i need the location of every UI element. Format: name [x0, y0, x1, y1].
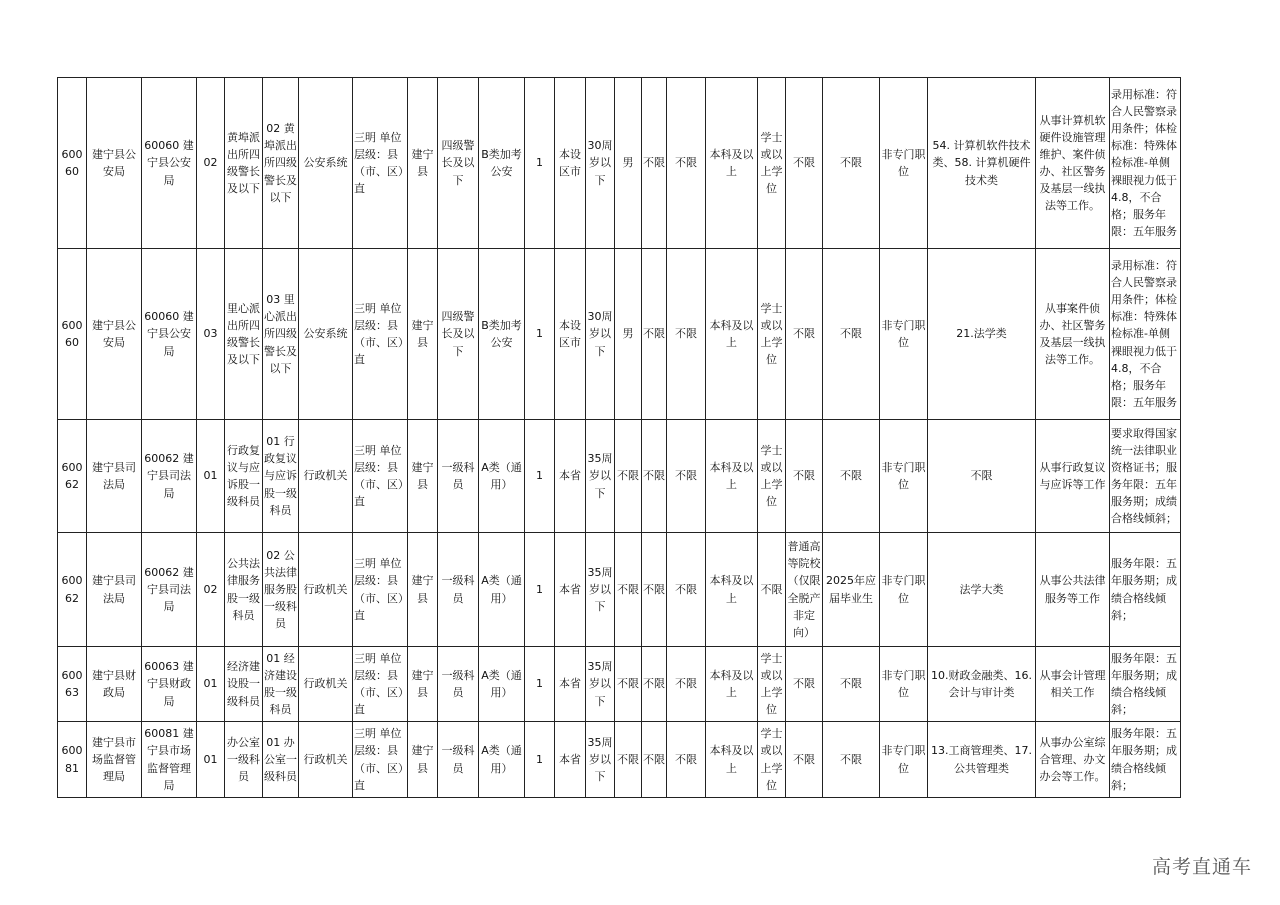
- school-type: 不限: [786, 647, 823, 722]
- ethnicity: 不限: [642, 78, 667, 249]
- table-row: [58, 533, 1181, 647]
- area: 建宁县: [408, 722, 438, 798]
- watermark: 高考直通车: [1151, 856, 1252, 878]
- dept-code: 60063: [58, 647, 87, 722]
- recruitment-table: [57, 77, 1181, 798]
- dept-code: 60081: [58, 722, 87, 798]
- school-type: 不限: [786, 249, 823, 420]
- unit-name: 60062 建宁县司法局: [142, 533, 197, 647]
- age-limit: 30周岁以下: [586, 78, 615, 249]
- duty: 从事公共法律服务等工作: [1036, 533, 1110, 647]
- major: 21.法学类: [928, 249, 1036, 420]
- unit-level: 三明 单位层级：县（市、区）直: [353, 533, 408, 647]
- note: 服务年限：五年服务期；成绩合格线倾斜；: [1110, 722, 1181, 798]
- unit-level: 三明 单位层级：县（市、区）直: [353, 647, 408, 722]
- position-name: 公共法律服务股一级科员: [225, 533, 263, 647]
- position-full: 01 行政复议与应诉股一级科员: [263, 420, 299, 533]
- household-scope: 本省: [555, 647, 586, 722]
- hire-number: 1: [525, 78, 555, 249]
- degree: 学士或以上学位: [758, 420, 786, 533]
- dept-name: 建宁县司法局: [87, 533, 142, 647]
- special-position: 非专门职位: [880, 722, 928, 798]
- unit-level: 三明 单位层级：县（市、区）直: [353, 78, 408, 249]
- gender: 不限: [615, 420, 642, 533]
- gender: 男: [615, 249, 642, 420]
- dept-name: 建宁县公安局: [87, 249, 142, 420]
- major: 13.工商管理类、17.公共管理类: [928, 722, 1036, 798]
- hire-number: 1: [525, 722, 555, 798]
- duty: 从事案件侦办、社区警务及基层一线执法等工作。: [1036, 249, 1110, 420]
- position-code: 01: [197, 420, 225, 533]
- note: 要求取得国家统一法律职业资格证书；服务年限：五年服务期；成绩合格线倾斜；: [1110, 420, 1181, 533]
- system-type: 行政机关: [299, 533, 353, 647]
- note: 服务年限：五年服务期；成绩合格线倾斜；: [1110, 647, 1181, 722]
- rank: 一级科员: [438, 533, 479, 647]
- position-name: 办公室一级科员: [225, 722, 263, 798]
- dept-code: 60060: [58, 78, 87, 249]
- special-position: 非专门职位: [880, 647, 928, 722]
- area: 建宁县: [408, 533, 438, 647]
- position-full: 02 公共法律服务股一级科员: [263, 533, 299, 647]
- dept-name: 建宁县市场监督管理局: [87, 722, 142, 798]
- area: 建宁县: [408, 78, 438, 249]
- gender: 男: [615, 78, 642, 249]
- age-limit: 35周岁以下: [586, 647, 615, 722]
- unit-level: 三明 单位层级：县（市、区）直: [353, 420, 408, 533]
- dept-code: 60060: [58, 249, 87, 420]
- degree: 学士或以上学位: [758, 722, 786, 798]
- age-limit: 35周岁以下: [586, 722, 615, 798]
- age-limit: 35周岁以下: [586, 533, 615, 647]
- exam-type: A类（通用）: [479, 722, 525, 798]
- age-limit: 30周岁以下: [586, 249, 615, 420]
- rank: 一级科员: [438, 722, 479, 798]
- school-type: 不限: [786, 722, 823, 798]
- gender: 不限: [615, 722, 642, 798]
- note: 服务年限：五年服务期；成绩合格线倾斜；: [1110, 533, 1181, 647]
- politics: 不限: [667, 647, 706, 722]
- position-code: 01: [197, 722, 225, 798]
- major: 法学大类: [928, 533, 1036, 647]
- ethnicity: 不限: [642, 420, 667, 533]
- exam-type: B类加考公安: [479, 249, 525, 420]
- degree: 学士或以上学位: [758, 249, 786, 420]
- gender: 不限: [615, 533, 642, 647]
- dept-name: 建宁县财政局: [87, 647, 142, 722]
- major: 10.财政金融类、16.会计与审计类: [928, 647, 1036, 722]
- system-type: 行政机关: [299, 647, 353, 722]
- education: 本科及以上: [706, 722, 758, 798]
- education: 本科及以上: [706, 647, 758, 722]
- unit-name: 60060 建宁县公安局: [142, 249, 197, 420]
- politics: 不限: [667, 420, 706, 533]
- duty: 从事行政复议与应诉等工作: [1036, 420, 1110, 533]
- major: 54. 计算机软件技术类、58. 计算机硬件技术类: [928, 78, 1036, 249]
- graduate-type: 不限: [823, 249, 880, 420]
- age-limit: 35周岁以下: [586, 420, 615, 533]
- unit-name: 60060 建宁县公安局: [142, 78, 197, 249]
- school-type: 普通高等院校（仅限全脱产非定向）: [786, 533, 823, 647]
- degree: 不限: [758, 533, 786, 647]
- unit-name: 60062 建宁县司法局: [142, 420, 197, 533]
- dept-name: 建宁县公安局: [87, 78, 142, 249]
- table-row: [58, 722, 1181, 798]
- major: 不限: [928, 420, 1036, 533]
- degree: 学士或以上学位: [758, 647, 786, 722]
- hire-number: 1: [525, 249, 555, 420]
- unit-level: 三明 单位层级：县（市、区）直: [353, 249, 408, 420]
- ethnicity: 不限: [642, 249, 667, 420]
- graduate-type: 2025年应届毕业生: [823, 533, 880, 647]
- note: 录用标准：符合人民警察录用条件；体检标准：特殊体检标准-单侧裸眼视力低于4.8，不合格；服务年限：五年服务: [1110, 249, 1181, 420]
- position-full: 03 里心派出所四级警长及以下: [263, 249, 299, 420]
- dept-code: 60062: [58, 533, 87, 647]
- position-name: 里心派出所四级警长及以下: [225, 249, 263, 420]
- unit-level: 三明 单位层级：县（市、区）直: [353, 722, 408, 798]
- education: 本科及以上: [706, 78, 758, 249]
- position-full: 02 黄埠派出所四级警长及以下: [263, 78, 299, 249]
- position-name: 黄埠派出所四级警长及以下: [225, 78, 263, 249]
- hire-number: 1: [525, 647, 555, 722]
- graduate-type: 不限: [823, 78, 880, 249]
- special-position: 非专门职位: [880, 533, 928, 647]
- politics: 不限: [667, 249, 706, 420]
- ethnicity: 不限: [642, 722, 667, 798]
- position-code: 02: [197, 78, 225, 249]
- position-full: 01 经济建设股一级科员: [263, 647, 299, 722]
- table-row: [58, 249, 1181, 420]
- graduate-type: 不限: [823, 722, 880, 798]
- special-position: 非专门职位: [880, 249, 928, 420]
- system-type: 行政机关: [299, 722, 353, 798]
- education: 本科及以上: [706, 249, 758, 420]
- note: 录用标准：符合人民警察录用条件；体检标准：特殊体检标准-单侧裸眼视力低于4.8，不合格；服务年限：五年服务: [1110, 78, 1181, 249]
- degree: 学士或以上学位: [758, 78, 786, 249]
- area: 建宁县: [408, 249, 438, 420]
- table-row: [58, 78, 1181, 249]
- household-scope: 本设区市: [555, 249, 586, 420]
- position-name: 经济建设股一级科员: [225, 647, 263, 722]
- position-code: 01: [197, 647, 225, 722]
- exam-type: A类（通用）: [479, 533, 525, 647]
- rank: 四级警长及以下: [438, 78, 479, 249]
- exam-type: A类（通用）: [479, 647, 525, 722]
- dept-code: 60062: [58, 420, 87, 533]
- exam-type: B类加考公安: [479, 78, 525, 249]
- hire-number: 1: [525, 420, 555, 533]
- special-position: 非专门职位: [880, 420, 928, 533]
- ethnicity: 不限: [642, 533, 667, 647]
- politics: 不限: [667, 533, 706, 647]
- system-type: 行政机关: [299, 420, 353, 533]
- unit-name: 60081 建宁县市场监督管理局: [142, 722, 197, 798]
- ethnicity: 不限: [642, 647, 667, 722]
- position-code: 02: [197, 533, 225, 647]
- household-scope: 本设区市: [555, 78, 586, 249]
- exam-type: A类（通用）: [479, 420, 525, 533]
- politics: 不限: [667, 722, 706, 798]
- household-scope: 本省: [555, 533, 586, 647]
- position-full: 01 办公室一级科员: [263, 722, 299, 798]
- graduate-type: 不限: [823, 420, 880, 533]
- area: 建宁县: [408, 420, 438, 533]
- dept-name: 建宁县司法局: [87, 420, 142, 533]
- school-type: 不限: [786, 420, 823, 533]
- hire-number: 1: [525, 533, 555, 647]
- area: 建宁县: [408, 647, 438, 722]
- table-row: [58, 647, 1181, 722]
- duty: 从事办公室综合管理、办文办会等工作。: [1036, 722, 1110, 798]
- special-position: 非专门职位: [880, 78, 928, 249]
- education: 本科及以上: [706, 533, 758, 647]
- politics: 不限: [667, 78, 706, 249]
- rank: 一级科员: [438, 420, 479, 533]
- duty: 从事计算机软硬件设施管理维护、案件侦办、社区警务及基层一线执法等工作。: [1036, 78, 1110, 249]
- gender: 不限: [615, 647, 642, 722]
- position-name: 行政复议与应诉股一级科员: [225, 420, 263, 533]
- education: 本科及以上: [706, 420, 758, 533]
- rank: 四级警长及以下: [438, 249, 479, 420]
- household-scope: 本省: [555, 722, 586, 798]
- system-type: 公安系统: [299, 249, 353, 420]
- system-type: 公安系统: [299, 78, 353, 249]
- duty: 从事会计管理相关工作: [1036, 647, 1110, 722]
- unit-name: 60063 建宁县财政局: [142, 647, 197, 722]
- school-type: 不限: [786, 78, 823, 249]
- position-code: 03: [197, 249, 225, 420]
- rank: 一级科员: [438, 647, 479, 722]
- household-scope: 本省: [555, 420, 586, 533]
- graduate-type: 不限: [823, 647, 880, 722]
- table-row: [58, 420, 1181, 533]
